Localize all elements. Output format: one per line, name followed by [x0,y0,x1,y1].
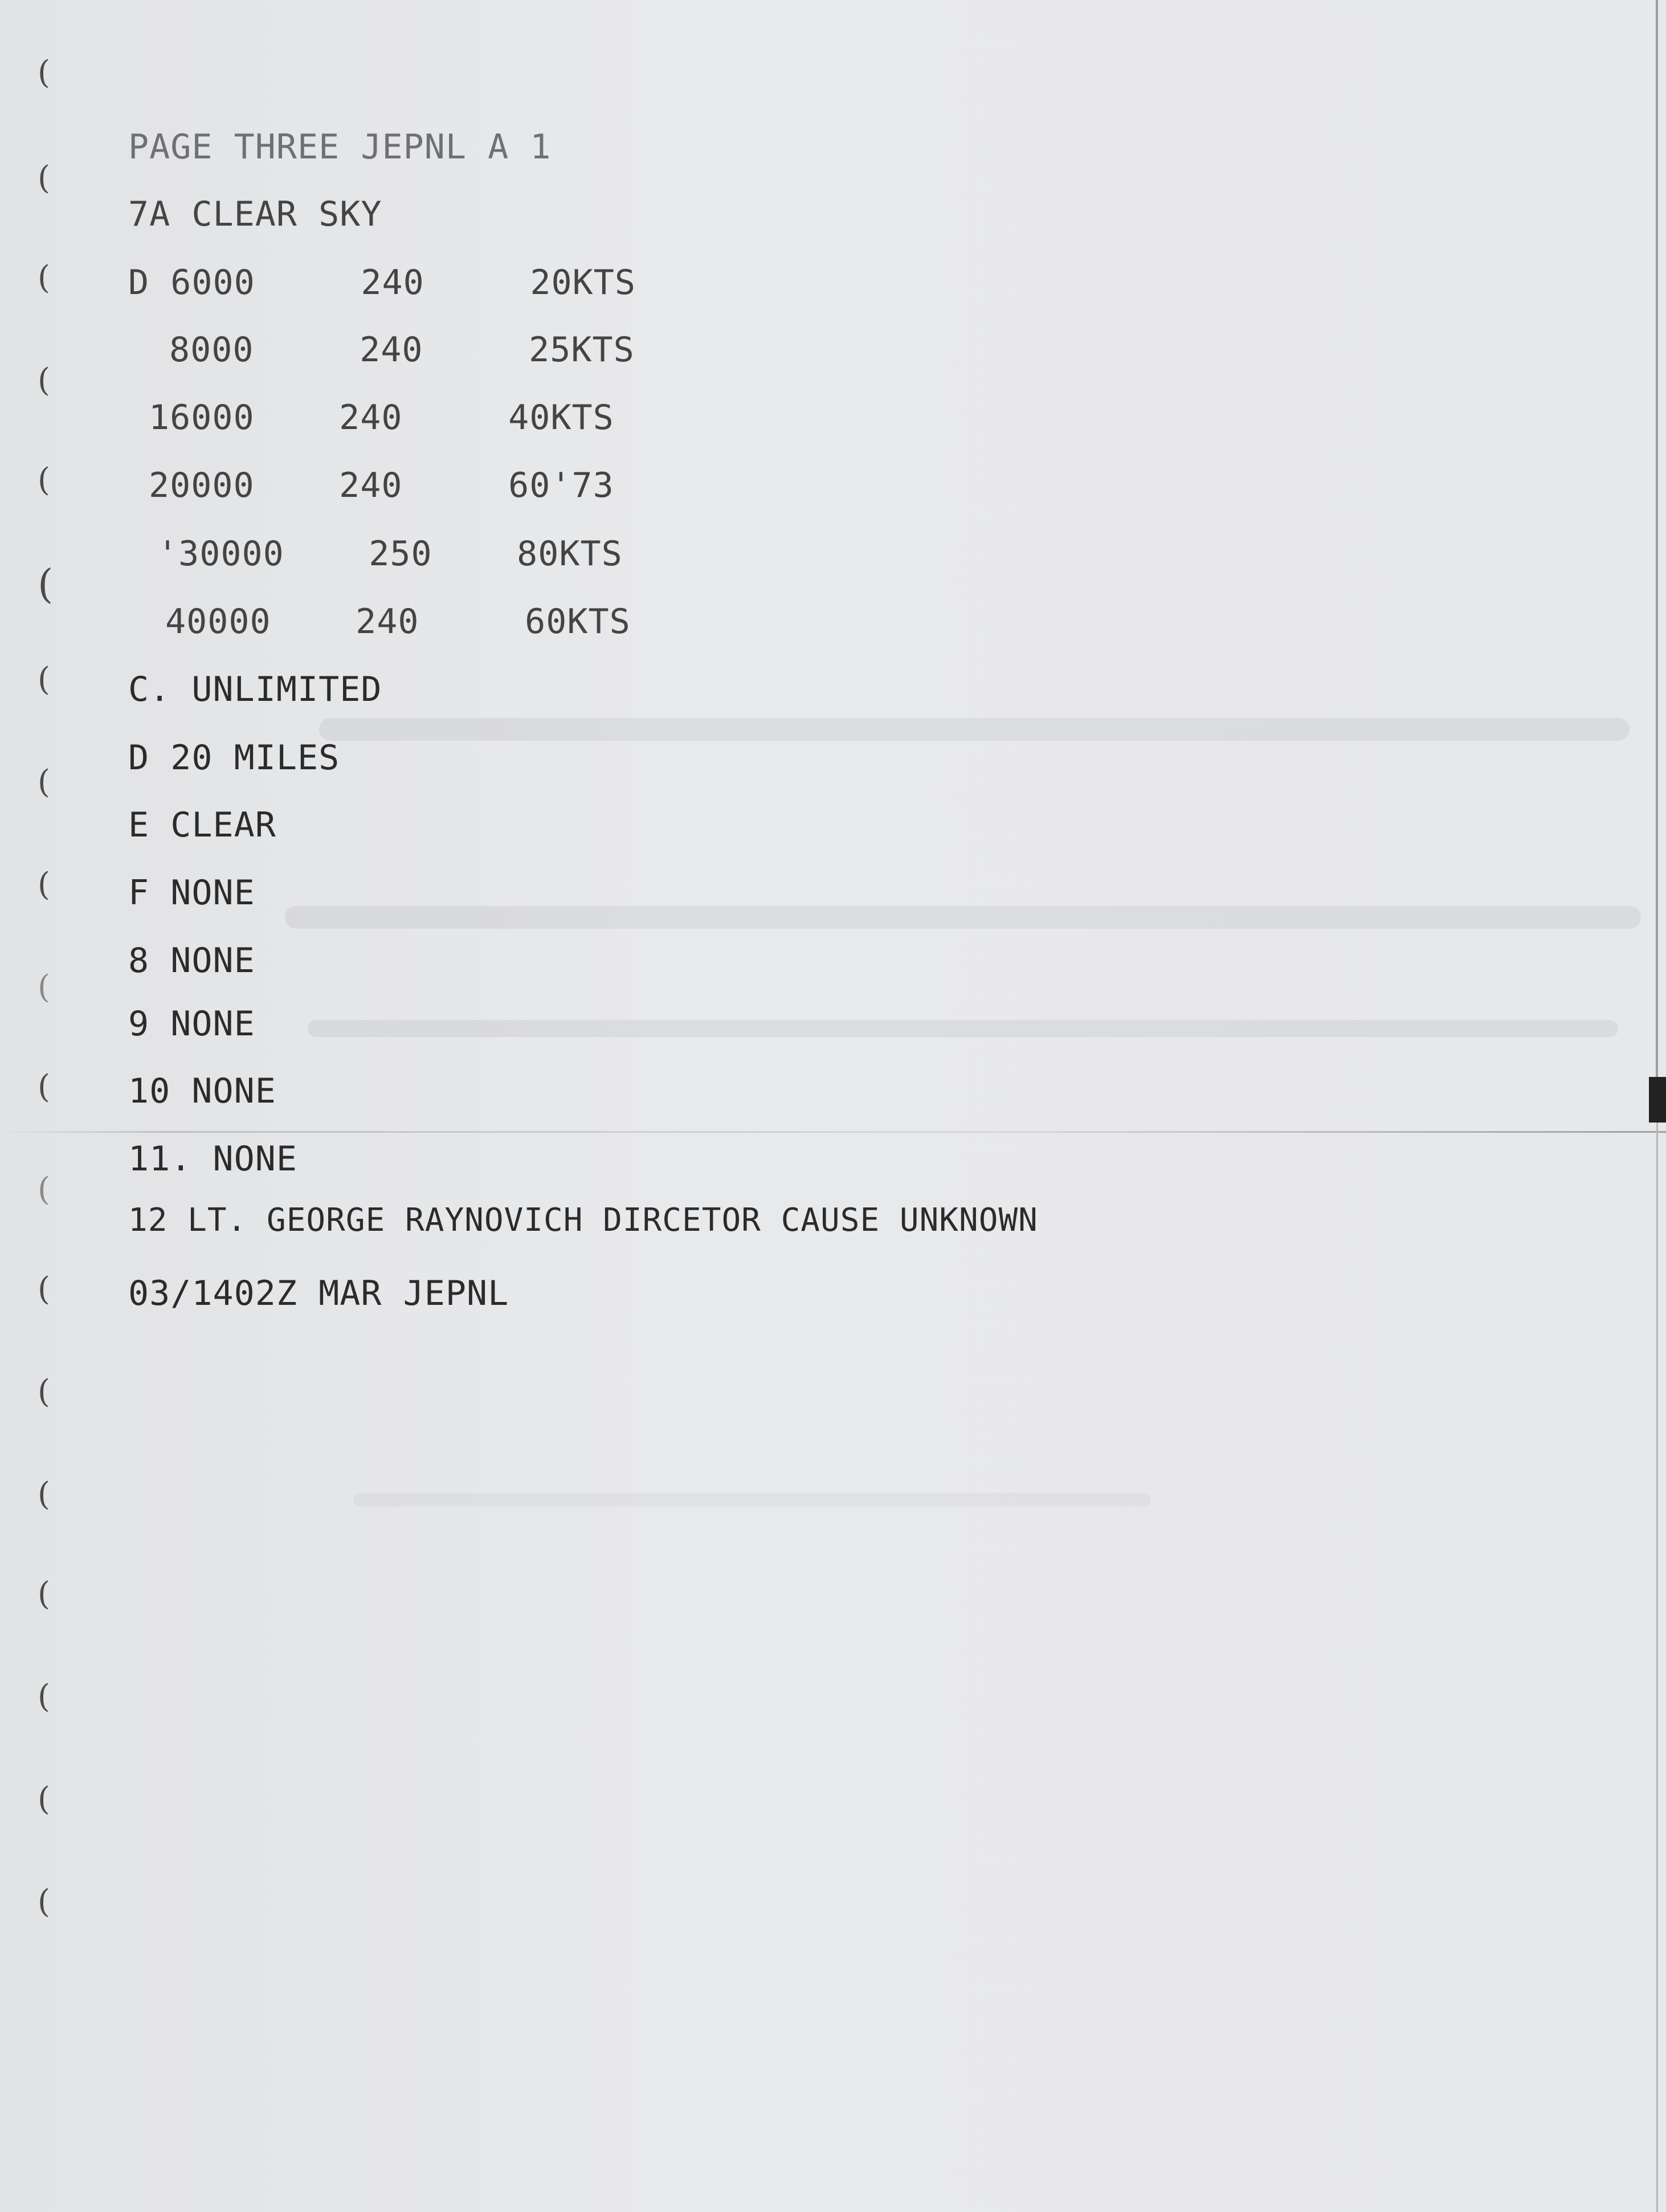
message-line: D 20 MILES [128,738,340,778]
punch-hole-icon: ( [38,54,50,91]
show-through-band [308,1020,1618,1037]
punch-hole-icon: ( [38,661,50,698]
punch-hole-icon: ( [38,1476,50,1513]
message-header: PAGE THREE JEPNL A 1 [128,127,552,167]
wind-row: D 6000 240 20KTS [128,263,636,303]
show-through-band [285,906,1641,929]
punch-hole-icon: ( [38,1576,50,1613]
wind-row: 8000 240 25KTS [169,330,635,370]
punch-hole-icon: ( [38,362,50,399]
message-line: E CLEAR [128,805,276,845]
punch-hole-icon: ( [38,1883,50,1920]
wind-row: 20000 240 60'73 [149,466,614,505]
show-through-band [353,1493,1151,1507]
wind-row: 16000 240 40KTS [149,398,614,438]
message-line: F NONE [128,873,255,913]
message-line: 12 LT. GEORGE RAYNOVICH DIRCETOR CAUSE UNKNOWN [128,1202,1038,1239]
paper-fold-line [0,1131,1666,1133]
page-edge-mark [1649,1077,1666,1123]
punch-hole-icon: ( [38,1171,50,1208]
message-line: C. UNLIMITED [128,670,382,709]
punch-hole-icon: ( [38,764,50,801]
page-edge [1656,1111,1658,2212]
punch-hole-icon: ( [38,1373,50,1410]
punch-hole-icon: ( [38,866,50,903]
message-line: 8 NONE [128,941,255,981]
punch-hole-icon: ( [38,1068,50,1105]
wind-row: '30000 250 80KTS [157,534,623,574]
message-line: 9 NONE [128,1004,255,1044]
punch-hole-icon: ( [38,462,50,499]
punch-hole-icon: ( [38,1271,50,1308]
message-datetime: 03/1402Z MAR JEPNL [128,1274,509,1313]
punch-hole-icon: ( [38,969,50,1006]
punch-hole-icon: ( [38,1781,50,1818]
wind-row: 40000 240 60KTS [165,602,631,642]
message-line: 10 NONE [128,1071,276,1111]
punch-hole-icon: ( [38,259,50,296]
show-through-band [319,718,1630,741]
punch-hole-icon: ( [38,160,50,197]
message-line: 7A CLEAR SKY [128,194,382,234]
punch-hole-icon: ( [38,561,54,607]
message-line: 11. NONE [128,1139,297,1179]
page-edge [1656,0,1658,1111]
punch-hole-icon: ( [38,1678,50,1715]
